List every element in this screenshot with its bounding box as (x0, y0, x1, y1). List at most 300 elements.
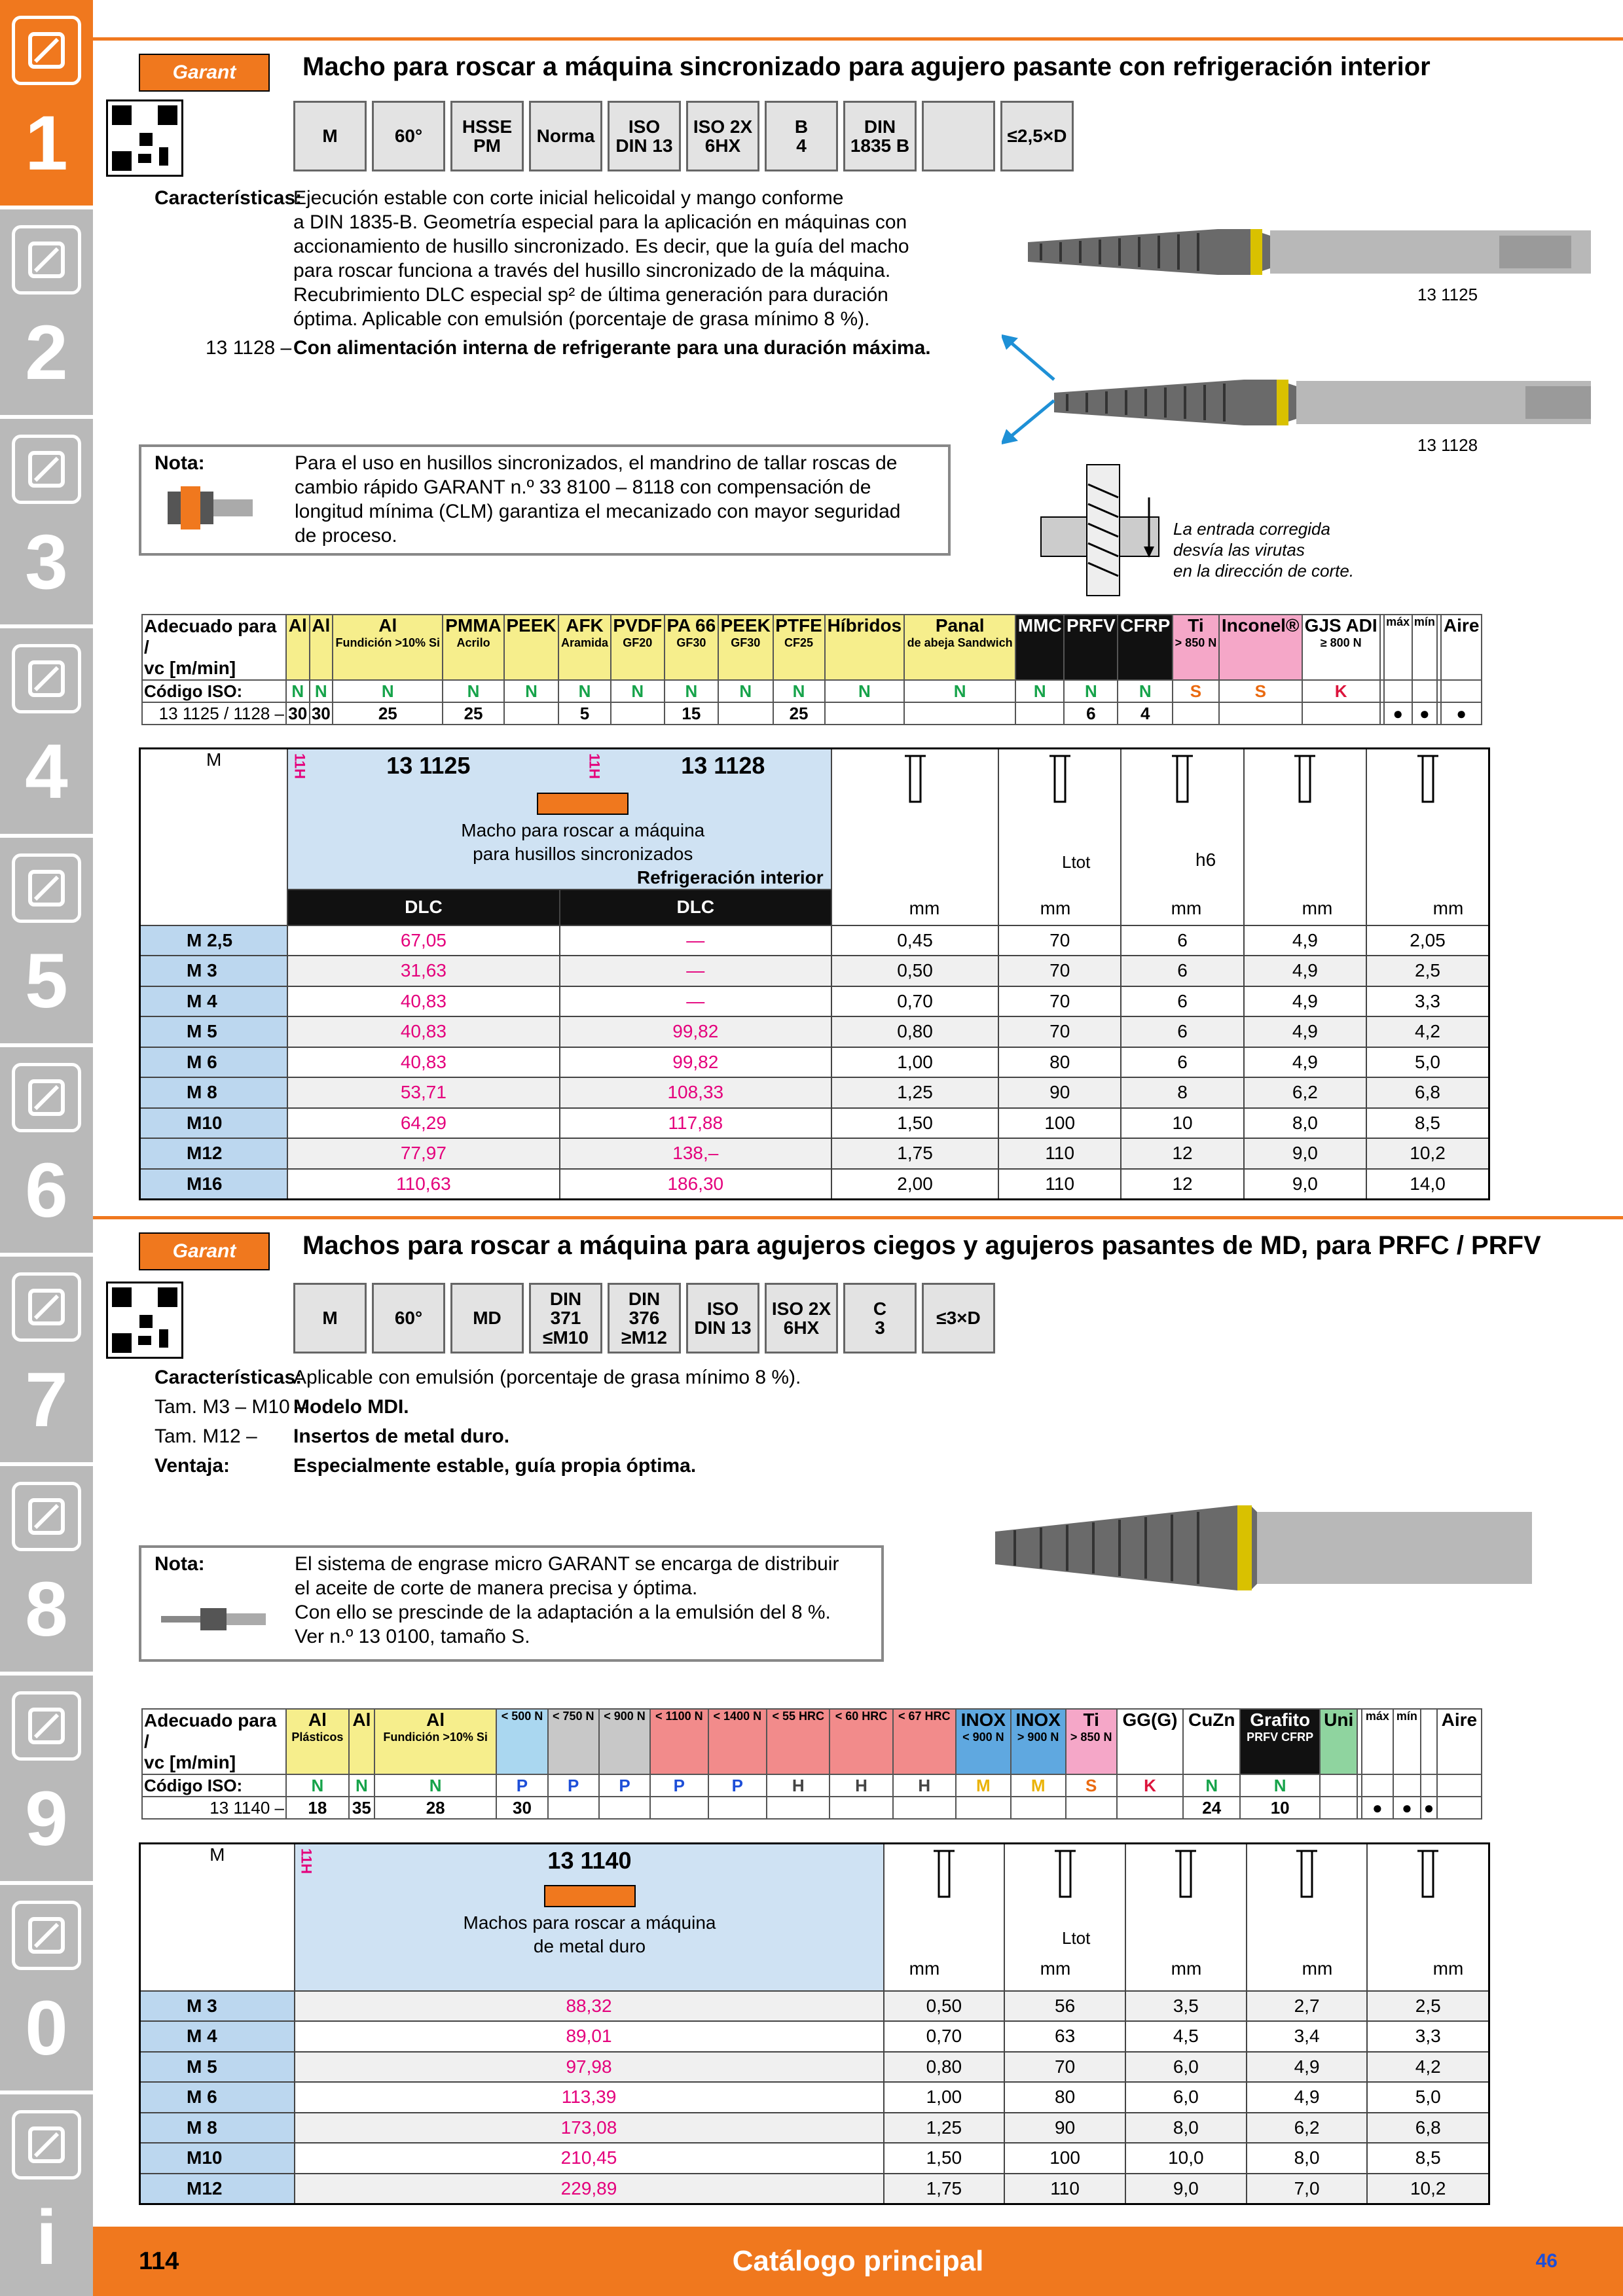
table-cell: M 6 (140, 2082, 295, 2113)
table-cell: 6 (1121, 925, 1243, 956)
table-cell: M 5 (140, 1016, 288, 1047)
table-row (140, 2021, 1489, 2052)
cutting-speed: 24 (1183, 1797, 1240, 1819)
table-cell: 6 (1121, 956, 1243, 986)
table-row (140, 2052, 1489, 2083)
iso-code-empty (1384, 680, 1412, 702)
chapter-tab-10[interactable] (0, 2094, 93, 2296)
iso-code: S (1066, 1774, 1117, 1797)
cutting-speed: 15 (665, 702, 718, 725)
material-header (310, 615, 333, 680)
table-cell: 113,39 (295, 2082, 884, 2113)
product-table-1 (139, 747, 1490, 1200)
table-cell: 53,71 (287, 1077, 559, 1108)
table-cell: 6 (1121, 986, 1243, 1017)
table-cell: 40,83 (287, 1047, 559, 1078)
chapter-number: 5 (25, 938, 68, 1024)
coolant-header (1384, 615, 1412, 680)
chip-flow-diagram (1034, 458, 1165, 609)
feature-text: Aplicable con emulsión (porcentaje de grasa mínimo 8 %). (293, 1367, 801, 1388)
material-header (1015, 615, 1064, 680)
table-cell: 70 (998, 956, 1121, 986)
coating-label: DLC (287, 889, 559, 925)
product-header (295, 1844, 884, 1991)
iso-code: N (286, 680, 310, 702)
table-row (140, 925, 1489, 956)
symbol-top: DIN (864, 116, 896, 137)
product-header (287, 749, 831, 889)
text-line: Recubrimiento DLC especial sp² de última generación para duración (293, 284, 888, 306)
cutting-speed (1015, 702, 1064, 725)
table-row (140, 2174, 1489, 2204)
iso-code-empty (1412, 680, 1438, 702)
table-cell: 31,63 (287, 956, 559, 986)
coolant-mark: ● (1412, 702, 1438, 725)
material-sub: < 67 HRC (898, 1710, 951, 1723)
table-cell: M 8 (140, 2113, 295, 2144)
cutting-speed: 25 (443, 702, 503, 725)
iso-code: N (665, 680, 718, 702)
table-cell: 7,0 (1247, 2174, 1368, 2204)
spec-symbol (529, 1283, 602, 1354)
table-cell: 0,80 (884, 2052, 1005, 2083)
symbol-top: M (322, 126, 338, 147)
material-sub: < 750 N (552, 1710, 594, 1723)
material-header (443, 615, 503, 680)
material-name: PRFV (1067, 615, 1116, 636)
speed-row-label: 13 1140 – (142, 1797, 286, 1819)
chapter-tab-2[interactable] (0, 419, 93, 628)
suitability-table-1 (141, 614, 1482, 725)
iso-code-empty (1441, 680, 1482, 702)
chapter-tab-3[interactable] (0, 628, 93, 838)
symbol-bottom: 1835 B (850, 135, 910, 156)
tap-images (1002, 216, 1591, 452)
table-cell: 80 (998, 1047, 1121, 1078)
tool-holder-icon (12, 435, 81, 504)
material-name: PA 66 (666, 615, 716, 636)
chapter-number: 4 (25, 728, 68, 815)
h6-label: h6 (1195, 850, 1216, 870)
iso-code: H (893, 1774, 956, 1797)
cutting-speed (830, 1797, 892, 1819)
cutting-speed (599, 1797, 650, 1819)
table-cell: — (560, 925, 831, 956)
spec-symbol (608, 101, 681, 171)
material-sub: Fundición >10% Si (383, 1731, 488, 1744)
table-cell: 14,0 (1366, 1169, 1489, 1200)
chapter-tab-8[interactable] (0, 1676, 93, 1885)
size-header: M (140, 1844, 295, 1991)
table-cell: 2,5 (1366, 956, 1489, 986)
suit-label-2: vc [m/min] (144, 1752, 236, 1772)
material-header (718, 615, 773, 680)
material-header (1117, 1709, 1183, 1774)
material-name: Al (352, 1710, 371, 1730)
table-cell: 90 (998, 1077, 1121, 1108)
coolant-sub: mín (1396, 1710, 1417, 1723)
text-line: Con ello se prescinde de la adaptación a la emulsión del 8 %. (295, 1602, 831, 1623)
symbol-bottom: ≤2,5×D (1007, 126, 1067, 147)
table-cell: 1,00 (884, 2082, 1005, 2113)
cutting-speed (718, 702, 773, 725)
product-table-2 (139, 1842, 1490, 2205)
table-cell: 2,00 (831, 1169, 998, 1200)
material-name: PEEK (506, 615, 556, 636)
spec-symbol (372, 101, 445, 171)
iso-code: S (1173, 680, 1219, 702)
iso-code: N (286, 1774, 349, 1797)
material-sub: Aramida (560, 636, 609, 649)
table-cell: 4,9 (1244, 925, 1366, 956)
ltot-label: Ltot (1062, 852, 1091, 872)
table-cell: 6,0 (1125, 2052, 1247, 2083)
toolholder-image (155, 478, 259, 537)
table-cell: 1,00 (831, 1047, 998, 1078)
spec-symbol (843, 1283, 917, 1354)
table-cell: 4,2 (1367, 2052, 1489, 2083)
table-cell: M12 (140, 1138, 288, 1169)
table-cell: M12 (140, 2174, 295, 2204)
chapter-tab-6[interactable] (0, 1257, 93, 1466)
table-cell: 6,0 (1125, 2082, 1247, 2113)
table-cell: 8,0 (1247, 2143, 1368, 2174)
text-line: Ejecución estable con corte inicial helicoidal y mango conforme (293, 187, 844, 209)
coolant-name: Aire (1443, 615, 1480, 636)
table-cell: M10 (140, 2143, 295, 2174)
table-row (140, 1169, 1489, 1200)
table-cell: 100 (998, 1108, 1121, 1139)
table-cell: 56 (1004, 1991, 1125, 2022)
material-header (904, 615, 1015, 680)
table-cell: 138,– (560, 1138, 831, 1169)
material-name: Al (378, 615, 397, 636)
coolant-sub: mín (1413, 615, 1435, 628)
feature-label: Tam. M3 – M10 – (155, 1396, 306, 1418)
iso-code: N (1015, 680, 1064, 702)
material-name: MMC (1017, 615, 1062, 636)
material-name: PEEK (720, 615, 771, 636)
code-note: Con alimentación interna de refrigerante para una duración máxima. (293, 337, 931, 359)
coolant-mark: ● (1421, 1797, 1436, 1819)
spec-symbol (529, 101, 602, 171)
garant-logo (544, 1885, 636, 1907)
table-cell: M10 (140, 1108, 288, 1139)
material-header (708, 1709, 767, 1774)
material-name: AFK (566, 615, 604, 636)
table-cell: 97,98 (295, 2052, 884, 2083)
iso-code-empty (1421, 1774, 1436, 1797)
symbol-top: B (794, 116, 809, 137)
cutting-speed: 18 (286, 1797, 349, 1819)
table-cell: 110 (998, 1169, 1121, 1200)
cutting-speed (956, 1797, 1011, 1819)
table-cell: 4,2 (1366, 1016, 1489, 1047)
unit-label: mm (1040, 898, 1071, 918)
table-cell: 90 (1004, 2113, 1125, 2144)
tap-image-131125 (1028, 229, 1591, 275)
spec-symbol (450, 1283, 524, 1354)
table-cell: 0,80 (831, 1016, 998, 1047)
table-cell: 2,05 (1366, 925, 1489, 956)
table-cell: 70 (998, 986, 1121, 1017)
chapter-sidebar (0, 0, 93, 2296)
material-header (1064, 615, 1118, 680)
table-cell: 3,4 (1247, 2021, 1368, 2052)
cutting-speed: 28 (374, 1797, 496, 1819)
table-cell: 77,97 (287, 1138, 559, 1169)
material-name: Híbridos (827, 615, 902, 636)
material-sub: GF30 (731, 636, 761, 649)
chapter-tab-0[interactable] (0, 0, 93, 209)
footer-title: Catálogo principal (732, 2245, 984, 2277)
material-name: PVDF (613, 615, 663, 636)
note-label: Nota: (155, 452, 205, 474)
text-line: longitud mínima (CLM) garantiza el mecanizado con mayor seguridad (295, 501, 901, 522)
material-header (286, 1709, 349, 1774)
symbol-top: ISO (706, 1298, 739, 1319)
table-row (140, 1077, 1489, 1108)
material-sub: > 900 N (1017, 1731, 1059, 1744)
chapter-tab-7[interactable] (0, 1466, 93, 1676)
feature-text: Especialmente estable, guía propia óptima. (293, 1455, 697, 1477)
material-header (1302, 615, 1380, 680)
cutting-speed (1011, 1797, 1066, 1819)
section2-title: Machos para roscar a máquina para agujeros ciegos y agujeros pasantes de MD, para PRFC / PRFV (302, 1231, 1541, 1260)
material-name: Ti (1083, 1710, 1099, 1730)
garant-logo (537, 793, 629, 815)
unit-label: mm (909, 1958, 940, 1979)
qr-code[interactable] (106, 1282, 183, 1359)
chip-note (1173, 518, 1354, 581)
symbol-top: HSSE (462, 116, 513, 137)
table-row (140, 986, 1489, 1017)
spec-symbol (293, 101, 367, 171)
table-cell: 210,45 (295, 2143, 884, 2174)
material-sub: de abeja Sandwich (907, 636, 1013, 649)
tap-image-131140 (989, 1492, 1539, 1604)
unit-label: mm (1432, 1958, 1464, 1979)
material-sub: Plásticos (291, 1731, 344, 1744)
garant-logo: Garant (139, 54, 270, 92)
chapter-tab-5[interactable] (0, 1047, 93, 1257)
chapter-number: 9 (25, 1776, 68, 1862)
table-cell: — (560, 986, 831, 1017)
table-row (140, 1138, 1489, 1169)
cutting-speed (611, 702, 665, 725)
spec-symbol (686, 101, 759, 171)
text-line: desvía las virutas (1173, 540, 1305, 560)
table-cell: 110 (1004, 2174, 1125, 2204)
iso-code: P (548, 1774, 599, 1797)
iso-code: N (904, 680, 1015, 702)
symbol-bottom: 371 ≤M10 (543, 1308, 589, 1348)
chapter-number: 3 (25, 519, 68, 605)
symbol-bottom: DIN 13 (615, 135, 673, 156)
table-row (140, 2113, 1489, 2144)
cutting-speed: 6 (1064, 702, 1118, 725)
tolerance-label: 11H (586, 753, 603, 780)
material-name: INOX (960, 1710, 1006, 1730)
features-text (293, 186, 1013, 331)
cutting-speed: 25 (773, 702, 825, 725)
table-cell: M 2,5 (140, 925, 288, 956)
footer-right-number: 46 (1535, 2250, 1558, 2272)
cutting-speed: 30 (310, 702, 333, 725)
material-header (1219, 615, 1302, 680)
table-cell: 173,08 (295, 2113, 884, 2144)
table-cell: 1,75 (884, 2174, 1005, 2204)
iso-code: P (650, 1774, 708, 1797)
material-name: PTFE (775, 615, 822, 636)
material-name: GJS ADI (1304, 615, 1377, 636)
table-cell: 40,83 (287, 1016, 559, 1047)
table-cell: 229,89 (295, 2174, 884, 2204)
qr-code[interactable] (106, 99, 183, 177)
iso-code: N (1183, 1774, 1240, 1797)
symbol-top: ISO (628, 116, 661, 137)
material-name: CuZn (1188, 1710, 1235, 1730)
unit-label: mm (1302, 898, 1333, 918)
table-cell: 2,7 (1247, 1991, 1368, 2022)
symbol-bottom: 376 ≥M12 (621, 1308, 667, 1348)
table-cell: 2,5 (1367, 1991, 1489, 2022)
material-sub: ≥ 800 N (1320, 636, 1362, 649)
iso-code: H (830, 1774, 892, 1797)
spec-symbol (372, 1283, 445, 1354)
cutting-speed (548, 1797, 599, 1819)
cutting-speed (504, 702, 559, 725)
symbol-top: 60° (394, 1308, 423, 1329)
garant-logo: Garant (139, 1232, 270, 1270)
material-header (1240, 1709, 1320, 1774)
material-header (333, 615, 443, 680)
chapter-tab-9[interactable] (0, 1885, 93, 2094)
material-sub: GF20 (623, 636, 653, 649)
iso-code-empty (1393, 1774, 1421, 1797)
table-row (140, 1991, 1489, 2022)
spec-symbol (765, 1283, 838, 1354)
cutting-speed (893, 1797, 956, 1819)
cutting-speed (1117, 1797, 1183, 1819)
coolant-mark: ● (1393, 1797, 1421, 1819)
iso-code-empty (1362, 1774, 1393, 1797)
symbol-bottom: 3 (875, 1318, 885, 1338)
text-line: en la dirección de corte. (1173, 561, 1355, 581)
table-cell: 40,83 (287, 986, 559, 1017)
table-cell: M 5 (140, 2052, 295, 2083)
table-cell: 0,45 (831, 925, 998, 956)
chapter-tab-1[interactable] (0, 209, 93, 419)
symbol-top: ISO 2X (693, 116, 753, 137)
material-header (496, 1709, 547, 1774)
table-cell: 4,5 (1125, 2021, 1247, 2052)
iso-code: N (1064, 680, 1118, 702)
table-cell: 10,2 (1366, 1138, 1489, 1169)
table-cell: 80 (1004, 2082, 1125, 2113)
tool-cabinet-icon (12, 1691, 81, 1761)
table-cell: M 4 (140, 986, 288, 1017)
cutting-speed: 5 (558, 702, 610, 725)
table-cell: 70 (1004, 2052, 1125, 2083)
table-cell: 64,29 (287, 1108, 559, 1139)
cutting-speed (1302, 702, 1380, 725)
material-sub: < 900 N (962, 1731, 1004, 1744)
table-cell: 4,9 (1247, 2052, 1368, 2083)
footer (93, 2227, 1623, 2296)
table-cell: 0,50 (831, 956, 998, 986)
tolerance-label: 11H (298, 1848, 315, 1874)
table-cell: 70 (998, 925, 1121, 956)
suit-row-label (142, 615, 286, 680)
iso-code: N (443, 680, 503, 702)
cutting-speed (767, 1797, 830, 1819)
iso-code-empty (1437, 1774, 1482, 1797)
table-cell: 9,0 (1244, 1138, 1366, 1169)
table-cell: 67,05 (287, 925, 559, 956)
material-sub: < 1400 N (713, 1710, 762, 1723)
text-line: Ver n.º 13 0100, tamaño S. (295, 1626, 530, 1647)
text-line: óptima. Aplicable con emulsión (porcentaje de grasa mínimo 8 %). (293, 308, 870, 330)
table-cell: 0,50 (884, 1991, 1005, 2022)
coolant-mark (1357, 1797, 1362, 1819)
material-sub: < 55 HRC (772, 1710, 824, 1723)
chapter-tab-4[interactable] (0, 838, 93, 1047)
material-name: Al (288, 615, 307, 636)
symbol-top: DIN (628, 1288, 661, 1309)
symbol-top: M (322, 1308, 338, 1329)
table-cell: 6,8 (1367, 2113, 1489, 2144)
material-header (599, 1709, 650, 1774)
safety-glasses-icon (12, 1901, 81, 1970)
symbol-bottom: PM (473, 135, 501, 156)
unit-label: mm (1302, 1958, 1333, 1979)
table-cell: 63 (1004, 2021, 1125, 2052)
coolant-mark (1437, 1797, 1482, 1819)
table-cell: 6,2 (1247, 2113, 1368, 2144)
chapter-number: 8 (25, 1566, 68, 1653)
tap-image-131128 (1054, 380, 1591, 425)
cutting-speed (1066, 1797, 1117, 1819)
table-cell: 1,50 (884, 2143, 1005, 2174)
coolant-sub: máx (1386, 615, 1410, 628)
material-sub: > 850 N (1175, 636, 1217, 649)
suit-label-1: Adecuado para / (144, 616, 277, 657)
unit-label: mm (1432, 898, 1464, 918)
table-cell: 4,9 (1247, 2082, 1368, 2113)
material-header (773, 615, 825, 680)
product-description: Machos para roscar a máquina (463, 1912, 716, 1933)
material-header (611, 615, 665, 680)
drill-icon (12, 16, 81, 85)
table-cell: 3,5 (1125, 1991, 1247, 2022)
spec-symbol (922, 1283, 995, 1354)
material-header (1173, 615, 1219, 680)
cutting-speed: 35 (349, 1797, 374, 1819)
iso-code: N (333, 680, 443, 702)
table-cell: 8,0 (1244, 1108, 1366, 1139)
section2-features (155, 1367, 1006, 1484)
iso-code: H (767, 1774, 830, 1797)
table-cell: 6,2 (1244, 1077, 1366, 1108)
material-sub: CF25 (784, 636, 814, 649)
material-sub: PRFV CFRP (1247, 1731, 1314, 1744)
material-sub: < 60 HRC (835, 1710, 888, 1723)
table-row (140, 956, 1489, 986)
symbol-bottom: 6HX (704, 135, 741, 156)
material-header (349, 1709, 374, 1774)
coolant-sub: máx (1365, 1710, 1389, 1723)
